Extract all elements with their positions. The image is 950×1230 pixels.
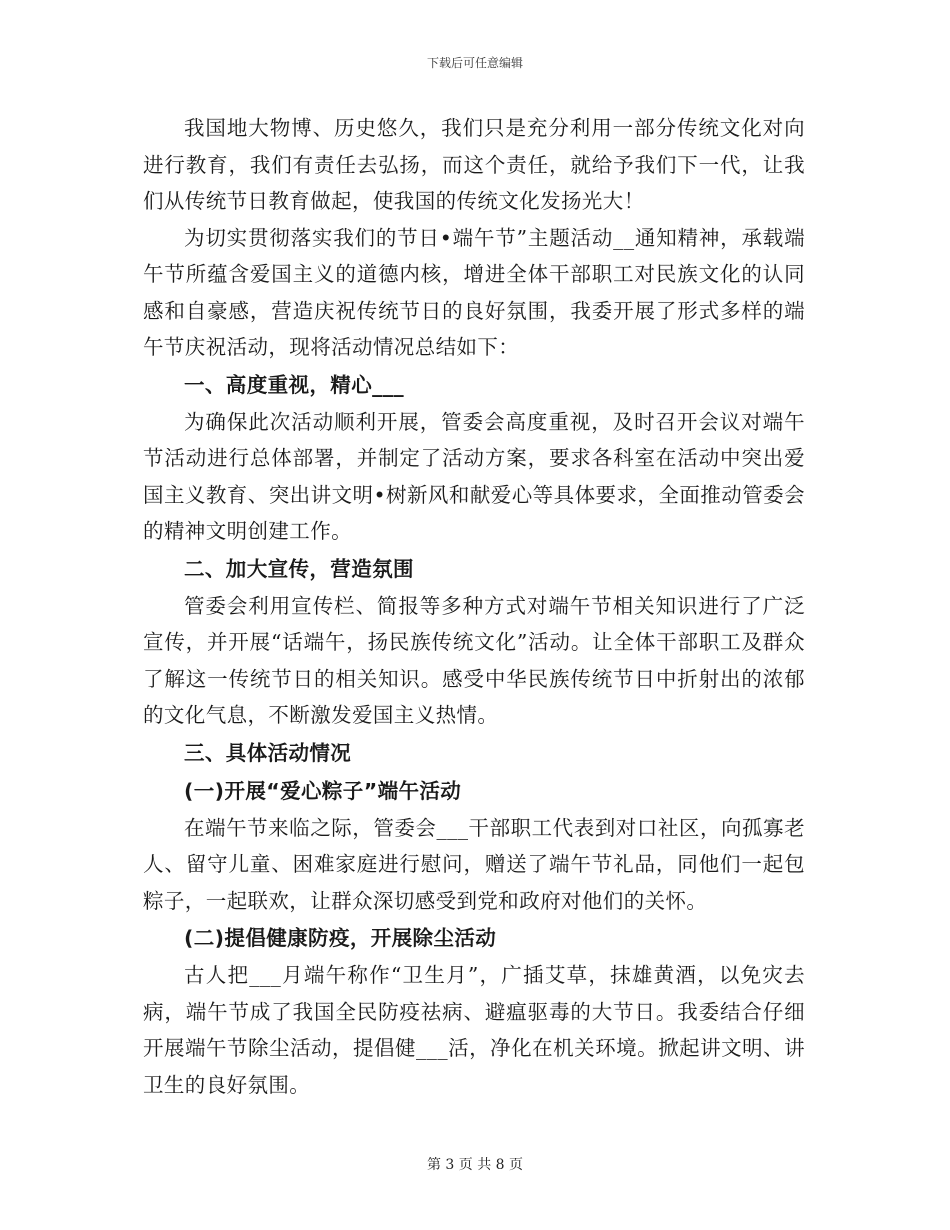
paragraph-intro: 我国地大物博、历史悠久，我们只是充分利用一部分传统文化对向进行教育，我们有责任去弘扬，而这个责任，就给予我们下一代，让我们从传统节日教育做起，使我国的传统文化发扬光大！: [143, 116, 805, 213]
paragraph-subsection-1: 在端午节来临之际，管委会___干部职工代表到对口社区，向孤寡老人、留守儿童、困难家庭进行慰问，赠送了端午节礼品，同他们一起包粽子，一起联欢，让群众深切感受到党和政府对他们的关怀。: [143, 815, 805, 913]
paragraph-subsection-2: 古人把___月端午称作“卫生月”，广插艾草，抹雄黄酒，以免灾去病，端午节成了我国全民防疫祛病、避瘟驱毒的大节日。我委结合仔细开展端午节除尘活动，提倡健___活，净化在机关环境。掀起讲文明、讲卫生的良好氛围。: [143, 963, 805, 1097]
subsection-heading-1: (一)开展“爱心粽子”端午活动: [184, 778, 462, 803]
paragraph-summary-intro: 为切实贯彻落实我们的节日•端午节”主题活动__通知精神，承载端午节所蕴含爱国主义的道德内核，增进全体干部职工对民族文化的认同感和自豪感，营造庆祝传统节日的良好氛围，我委开展了形式多样的端午节庆祝活动，现将活动情况总结如下：: [143, 225, 805, 359]
page-header-note: 下载后可任意编辑: [426, 56, 523, 70]
page-number: 第 3 页 共 8 页: [426, 1157, 524, 1173]
paragraph-section-2: 管委会利用宣传栏、简报等多种方式对端午节相关知识进行了广泛宣传，并开展“话端午，扬民族传统文化”活动。让全体干部职工及群众了解这一传统节日的相关知识。感受中华民族传统节日中折射出的浓郁的文化气息，不断激发爱国主义热情。: [143, 593, 805, 727]
document-body: [143, 110, 805, 1103]
section-heading-3: 三、具体活动情况: [184, 740, 352, 765]
paragraph-section-1: 为确保此次活动顺利开展，管委会高度重视，及时召开会议对端午节活动进行总体部署，并制定了活动方案，要求各科室在活动中突出爱国主义教育、突出讲文明•树新风和献爱心等具体要求，全面推动管委会的精神文明创建工作。: [143, 409, 805, 543]
section-heading-1: 一、高度重视，精心___: [184, 372, 405, 397]
section-heading-2: 二、加大宣传，营造氛围: [184, 556, 414, 581]
subsection-heading-2: (二)提倡健康防疫，开展除尘活动: [184, 926, 497, 950]
